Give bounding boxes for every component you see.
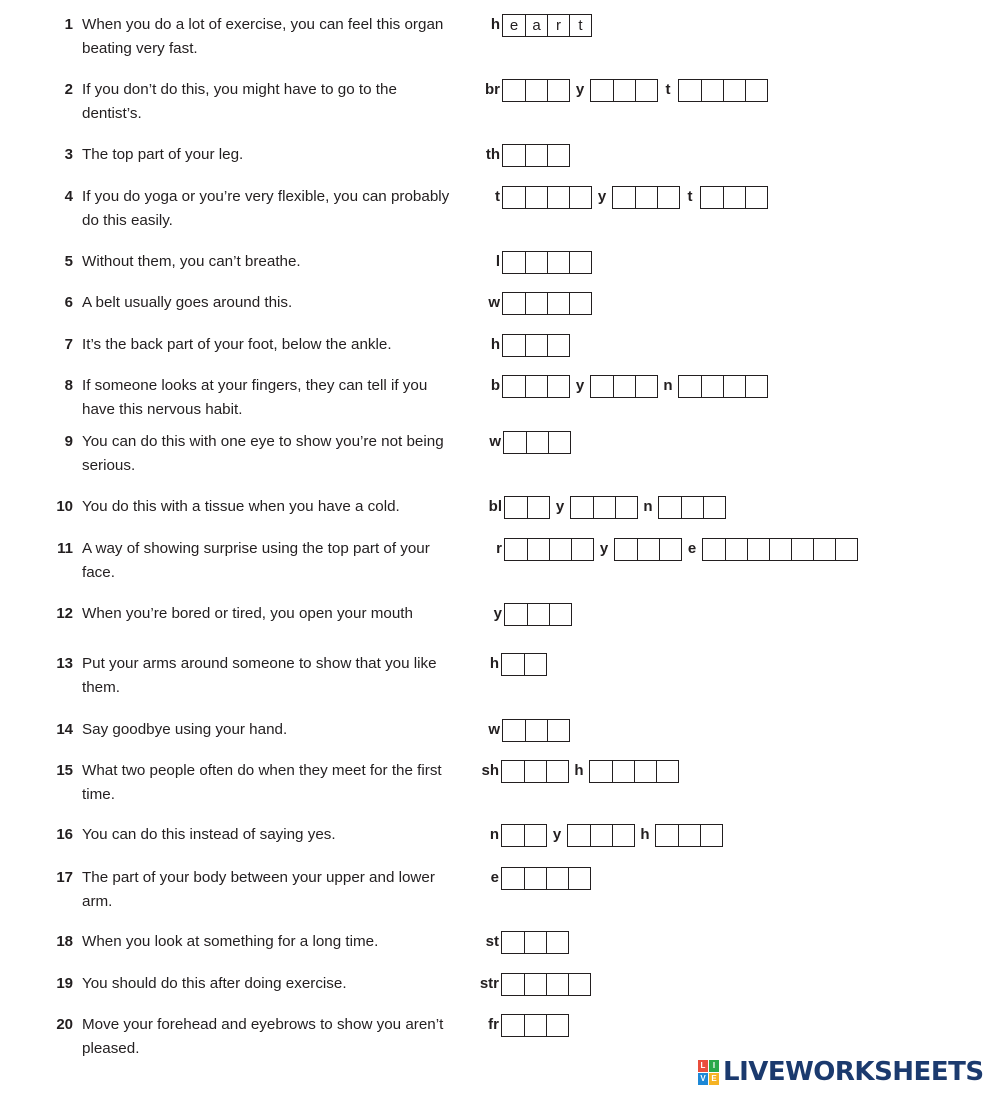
- first-letter-hint: w: [489, 433, 501, 450]
- letter-box[interactable]: [703, 539, 725, 560]
- answer-word: [700, 186, 768, 209]
- answer-word: [655, 824, 723, 847]
- answer-area: [489, 823, 723, 847]
- letter-box[interactable]: [657, 187, 679, 208]
- letter-box[interactable]: [613, 187, 635, 208]
- question-number: 14: [56, 721, 73, 738]
- letter-box[interactable]: [612, 761, 634, 782]
- letter-box[interactable]: [568, 825, 590, 846]
- question-clue: A belt usually goes around this.: [82, 294, 293, 311]
- answer-area: [479, 972, 591, 996]
- question-clue: If you don’t do this, you might have to go to the dentist’s.: [82, 81, 397, 122]
- question-number: 15: [56, 762, 73, 779]
- letter-box[interactable]: [503, 145, 525, 166]
- letter-box[interactable]: [525, 376, 547, 397]
- letter-box[interactable]: [635, 80, 657, 101]
- question-number: 19: [56, 975, 73, 992]
- question-clue: It’s the back part of your foot, below the ankle.: [82, 336, 392, 353]
- letter-box[interactable]: [569, 252, 591, 273]
- first-letter-hint: str: [479, 975, 499, 992]
- liveworksheets-logo: [698, 1057, 984, 1087]
- answer-area: [488, 1013, 569, 1037]
- first-letter-hint: h: [640, 826, 650, 843]
- letter-box[interactable]: [502, 932, 524, 953]
- question-clue: You do this with a tissue when you have a cold.: [82, 498, 400, 515]
- first-letter-hint: h: [489, 655, 499, 672]
- letter-box[interactable]: [701, 80, 723, 101]
- letter-box[interactable]: [502, 868, 524, 889]
- question-number: 13: [56, 655, 73, 672]
- letter-box[interactable]: [613, 376, 635, 397]
- answer-word: [501, 760, 569, 783]
- letter-box[interactable]: [635, 376, 657, 397]
- letter-box[interactable]: [524, 654, 546, 675]
- letter-box[interactable]: [679, 80, 701, 101]
- answer-word: [570, 496, 638, 519]
- letter-box[interactable]: [546, 1015, 568, 1036]
- letter-box[interactable]: [525, 80, 547, 101]
- letter-box[interactable]: [547, 376, 569, 397]
- answer-word: [502, 251, 592, 274]
- letter-box[interactable]: [745, 376, 767, 397]
- first-letter-hint: n: [489, 826, 499, 843]
- letter-box[interactable]: [504, 432, 526, 453]
- letter-box[interactable]: [547, 293, 569, 314]
- question-clue: Put your arms around someone to show that you like them.: [82, 655, 437, 696]
- letter-box[interactable]: a: [525, 15, 547, 36]
- letter-box[interactable]: [547, 720, 569, 741]
- letter-box[interactable]: [505, 604, 527, 625]
- first-letter-hint: y: [575, 81, 585, 98]
- letter-box[interactable]: [548, 432, 570, 453]
- letter-box[interactable]: [525, 145, 547, 166]
- answer-area: [495, 250, 592, 274]
- first-letter-hint: t: [495, 188, 500, 205]
- letter-box[interactable]: [637, 539, 659, 560]
- letter-box[interactable]: [547, 145, 569, 166]
- answer-word: [567, 824, 635, 847]
- answer-word: [590, 375, 658, 398]
- letter-box[interactable]: [546, 868, 568, 889]
- letter-box[interactable]: [659, 497, 681, 518]
- letter-box[interactable]: [700, 825, 722, 846]
- answer-area: [490, 374, 768, 398]
- question-number: 10: [56, 498, 73, 515]
- letter-box[interactable]: [526, 432, 548, 453]
- letter-box[interactable]: [525, 252, 547, 273]
- letter-box[interactable]: [525, 720, 547, 741]
- letter-box[interactable]: [723, 376, 745, 397]
- letter-box[interactable]: [568, 974, 590, 995]
- logo-mark-letter: E: [709, 1073, 719, 1085]
- letter-box[interactable]: [549, 604, 571, 625]
- letter-box[interactable]: e: [509, 16, 519, 34]
- letter-box[interactable]: [503, 293, 525, 314]
- letter-box[interactable]: [547, 80, 569, 101]
- logo-mark-letter: L: [698, 1060, 708, 1072]
- letter-box[interactable]: [813, 539, 835, 560]
- question-number: 6: [64, 294, 73, 311]
- letter-box[interactable]: [745, 187, 767, 208]
- question-number: 3: [64, 146, 73, 163]
- answer-word: [501, 1014, 569, 1037]
- first-letter-hint: h: [490, 336, 500, 353]
- first-letter-hint: r: [496, 540, 502, 557]
- first-letter-hint: n: [643, 498, 653, 515]
- letter-box[interactable]: [524, 974, 546, 995]
- question-number: 1: [64, 16, 73, 33]
- question-clue: Without them, you can’t breathe.: [82, 253, 301, 270]
- answer-area: [490, 333, 570, 357]
- letter-box[interactable]: [613, 80, 635, 101]
- answer-area: [488, 495, 726, 519]
- answer-word: [502, 144, 570, 167]
- letter-box[interactable]: [569, 187, 591, 208]
- letter-box[interactable]: [502, 974, 524, 995]
- answer-word: [502, 14, 592, 37]
- letter-box[interactable]: [549, 539, 571, 560]
- question-number: 16: [56, 826, 73, 843]
- question-clue: You can do this with one eye to show you’re not being serious.: [82, 433, 444, 474]
- first-letter-hint: bl: [488, 498, 502, 515]
- first-letter-hint: w: [488, 294, 500, 311]
- letter-box[interactable]: [593, 497, 615, 518]
- first-letter-hint: w: [488, 721, 500, 738]
- answer-word: [501, 931, 569, 954]
- answer-word: [702, 538, 858, 561]
- first-letter-hint: th: [485, 146, 500, 163]
- answer-word: [501, 824, 547, 847]
- letter-box[interactable]: [701, 187, 723, 208]
- answer-word: [590, 79, 658, 102]
- answer-word: [502, 186, 592, 209]
- letter-box[interactable]: [502, 825, 524, 846]
- question-number: 7: [64, 336, 73, 353]
- question-clue: If someone looks at your fingers, they can tell if you have this nervous habit.: [82, 377, 428, 418]
- answer-area: [485, 143, 570, 167]
- question-clue: A way of showing surprise using the top part of your face.: [82, 540, 430, 581]
- first-letter-hint: n: [663, 377, 673, 394]
- first-letter-hint: y: [599, 540, 609, 557]
- answer-word: [612, 186, 680, 209]
- letter-box[interactable]: [502, 1015, 524, 1036]
- letter-box[interactable]: [503, 376, 525, 397]
- answer-area: [481, 759, 679, 783]
- question-number: 12: [56, 605, 73, 622]
- question-clue: When you look at something for a long time.: [82, 933, 379, 950]
- letter-box[interactable]: [502, 654, 524, 675]
- answer-area: [493, 602, 572, 626]
- question-number: 18: [56, 933, 73, 950]
- answer-word: [678, 375, 768, 398]
- letter-box[interactable]: [525, 335, 547, 356]
- letter-box[interactable]: [723, 187, 745, 208]
- question-number: 8: [64, 377, 73, 394]
- letter-box[interactable]: [505, 539, 527, 560]
- letter-box[interactable]: [678, 825, 700, 846]
- letter-box[interactable]: t: [569, 15, 591, 36]
- letter-box[interactable]: [505, 497, 527, 518]
- question-number: 11: [57, 540, 73, 557]
- question-clue: When you do a lot of exercise, you can feel this organ beating very fast.: [82, 16, 444, 57]
- logo-mark-letter: V: [698, 1073, 708, 1085]
- letter-box[interactable]: r: [547, 15, 569, 36]
- letter-box[interactable]: [525, 187, 547, 208]
- answer-word: [502, 375, 570, 398]
- answer-word: [502, 292, 592, 315]
- question-clue: What two people often do when they meet for the first time.: [82, 762, 442, 803]
- letter-box[interactable]: [681, 497, 703, 518]
- answer-word: [502, 79, 570, 102]
- letter-box[interactable]: [527, 497, 549, 518]
- letter-box[interactable]: [723, 80, 745, 101]
- letter-box[interactable]: [615, 539, 637, 560]
- letter-box[interactable]: [591, 376, 613, 397]
- first-letter-hint: b: [490, 377, 500, 394]
- answer-word: [502, 719, 570, 742]
- logo-mark-icon: [698, 1060, 719, 1085]
- question-number: 9: [64, 433, 73, 450]
- letter-box[interactable]: [569, 293, 591, 314]
- question-number: 20: [56, 1016, 73, 1033]
- letter-box[interactable]: [546, 761, 568, 782]
- first-letter-hint: st: [485, 933, 499, 950]
- letter-box[interactable]: [525, 293, 547, 314]
- answer-word: [504, 603, 572, 626]
- answer-word: [678, 79, 768, 102]
- letter-box[interactable]: [590, 761, 612, 782]
- first-letter-hint: y: [552, 826, 562, 843]
- letter-box[interactable]: [524, 932, 546, 953]
- question-clue: The top part of your leg.: [82, 146, 244, 163]
- letter-box[interactable]: [547, 252, 569, 273]
- letter-box[interactable]: [524, 825, 546, 846]
- letter-box[interactable]: [703, 497, 725, 518]
- letter-box[interactable]: [546, 974, 568, 995]
- answer-word: [502, 334, 570, 357]
- letter-box[interactable]: [835, 539, 857, 560]
- question-clue: Say goodbye using your hand.: [82, 721, 288, 738]
- answer-area: [488, 718, 570, 742]
- letter-box[interactable]: [679, 376, 701, 397]
- letter-box[interactable]: [615, 497, 637, 518]
- first-letter-hint: e: [687, 540, 697, 557]
- answer-area: [490, 866, 591, 890]
- first-letter-hint: e: [490, 869, 499, 886]
- letter-box[interactable]: [612, 825, 634, 846]
- letter-box[interactable]: [701, 376, 723, 397]
- first-letter-hint: t: [665, 81, 671, 98]
- letter-box[interactable]: [656, 761, 678, 782]
- question-clue: The part of your body between your upper and lower arm.: [82, 869, 435, 910]
- answer-area: [488, 291, 592, 315]
- first-letter-hint: h: [574, 762, 584, 779]
- answer-area: [495, 185, 768, 209]
- letter-box[interactable]: [725, 539, 747, 560]
- answer-area: [489, 430, 571, 454]
- letter-box[interactable]: [547, 187, 569, 208]
- answer-area: [490, 13, 592, 37]
- first-letter-hint: h: [490, 16, 500, 33]
- letter-box[interactable]: [571, 497, 593, 518]
- letter-box[interactable]: [524, 761, 546, 782]
- logo-mark-letter: I: [709, 1060, 719, 1072]
- question-clue: If you do yoga or you’re very flexible, you can probably do this easily.: [82, 188, 450, 229]
- answer-word: [504, 538, 594, 561]
- logo-text: LIVEWORKSHEETS: [723, 1057, 984, 1087]
- letter-box[interactable]: [635, 187, 657, 208]
- first-letter-hint: l: [495, 253, 500, 270]
- letter-box[interactable]: [524, 1015, 546, 1036]
- letter-box[interactable]: [634, 761, 656, 782]
- question-clue: You should do this after doing exercise.: [82, 975, 347, 992]
- letter-box[interactable]: [503, 335, 525, 356]
- question-number: 17: [56, 869, 73, 886]
- letter-box[interactable]: [527, 539, 549, 560]
- first-letter-hint: y: [597, 188, 607, 205]
- answer-area: [485, 78, 768, 102]
- first-letter-hint: y: [493, 605, 502, 622]
- letter-box[interactable]: [502, 761, 524, 782]
- first-letter-hint: sh: [481, 762, 499, 779]
- question-number: 5: [64, 253, 73, 270]
- letter-box[interactable]: [747, 539, 769, 560]
- first-letter-hint: br: [485, 81, 500, 98]
- letter-box[interactable]: [590, 825, 612, 846]
- letter-box[interactable]: [791, 539, 813, 560]
- answer-word: [503, 431, 571, 454]
- question-clue: You can do this instead of saying yes.: [82, 826, 336, 843]
- letter-box[interactable]: [503, 187, 525, 208]
- letter-box[interactable]: [745, 80, 767, 101]
- answer-area: [489, 652, 547, 676]
- first-letter-hint: fr: [488, 1016, 499, 1033]
- letter-box[interactable]: [527, 604, 549, 625]
- letter-box[interactable]: [591, 80, 613, 101]
- letter-box[interactable]: [503, 252, 525, 273]
- letter-box[interactable]: [524, 868, 546, 889]
- letter-box[interactable]: [656, 825, 678, 846]
- question-number: 2: [64, 81, 73, 98]
- answer-word: [504, 496, 550, 519]
- answer-area: [485, 930, 569, 954]
- first-letter-hint: t: [687, 188, 693, 205]
- answer-word: [501, 973, 591, 996]
- letter-box[interactable]: [571, 539, 593, 560]
- question-clue: Move your forehead and eyebrows to show you aren’t pleased.: [82, 1016, 444, 1057]
- question-clue: When you’re bored or tired, you open your mouth: [82, 605, 413, 622]
- first-letter-hint: y: [575, 377, 585, 394]
- letter-box[interactable]: [503, 720, 525, 741]
- answer-word: [501, 653, 547, 676]
- first-letter-hint: y: [555, 498, 565, 515]
- answer-area: [496, 537, 858, 561]
- letter-box[interactable]: [769, 539, 791, 560]
- letter-box[interactable]: [659, 539, 681, 560]
- answer-word: [501, 867, 591, 890]
- letter-box[interactable]: [568, 868, 590, 889]
- letter-box[interactable]: [503, 80, 525, 101]
- letter-box[interactable]: [546, 932, 568, 953]
- answer-word: [614, 538, 682, 561]
- letter-box[interactable]: [547, 335, 569, 356]
- question-number: 4: [64, 188, 73, 205]
- answer-word: [589, 760, 679, 783]
- answer-word: [658, 496, 726, 519]
